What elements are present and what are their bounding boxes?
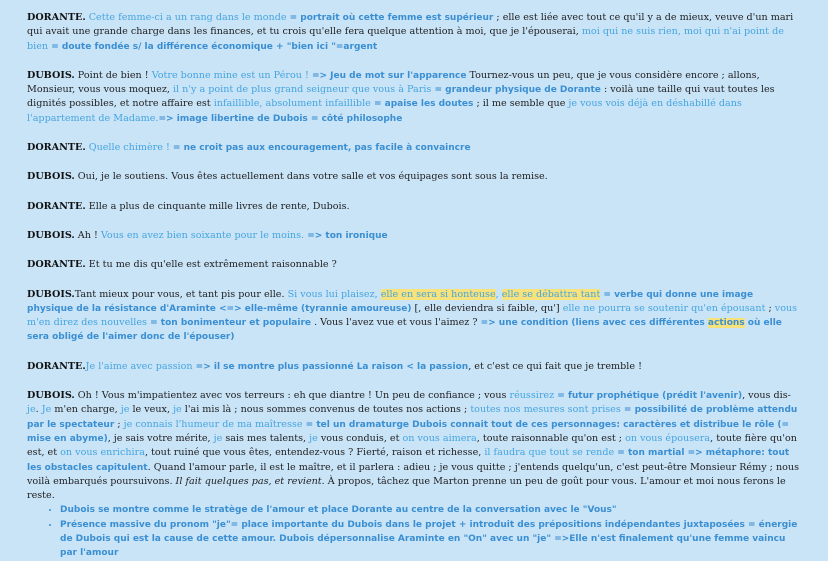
quoted-phrase: on vous aimera (402, 432, 477, 444)
text-segment: , je sais votre mérite, (107, 432, 214, 444)
speaker-name: DUBOIS. (27, 390, 75, 402)
text-segment: Oh ! Vous m'impatientez avec vos terreurs : eh que diantre ! Un peu de confiance ; vous (74, 390, 510, 402)
annotation-note: => une condition (liens avec ces différentes (480, 318, 708, 329)
text-segment: , toute raisonnable qu'on est ; (476, 432, 626, 444)
text-segment: Tournez-vous un peu, que je vous considère encore ; allons, Monsieur, vous vous moquez, (27, 69, 760, 96)
text-segment: Oui, je le soutiens. Vous êtes actuellement dans votre salle et vos équipages sont sous la remise. (74, 171, 548, 183)
annotation-note: = possibilité de problème attendu par le spectateur (27, 405, 798, 430)
speaker-name: DORANTE. (27, 12, 86, 23)
text-segment: Et tu me dis qu'elle est extrêmement raisonnable ? (85, 259, 337, 271)
quoted-phrase: je vous vois déjà en déshabillé dans l'appartement de Madame. (27, 98, 742, 124)
paragraph-dorante-2 (27, 141, 802, 155)
text-segment: [, elle deviendra si faible, qu'] (411, 302, 563, 314)
analysis-bullet-list (27, 503, 802, 560)
text-segment: . Quand l'amour parle, il est le maître, et il parlera : adieu ; je vous quitte ; j'entends quelqu'un, c'est peut-être Monsieur Rémy ; nous voilà embarqués poursuivons. (27, 461, 800, 487)
annotation-note: où elle sera obligé de l'aimer donc de l'épouser) (27, 318, 782, 343)
annotation-note: => ton ironique (304, 230, 388, 241)
quoted-phrase: , (495, 288, 502, 300)
paragraph-dubois-1 (27, 69, 802, 126)
annotation-note: => il se montre plus passionné La raison < la passion (192, 361, 469, 372)
text-segment: Point de bien ! (74, 69, 152, 81)
quoted-phrase: infaillible, absolument infaillible (213, 98, 371, 110)
text-segment: l'ai mis là ; nous sommes convenus de toutes nos actions ; (181, 404, 471, 416)
quoted-phrase: réussirez (509, 390, 555, 402)
speaker-name: DUBOIS. (27, 229, 75, 241)
text-segment: Elle a plus de cinquante mille livres de rente, Dubois. (85, 200, 350, 212)
paragraph-dorante-5 (27, 360, 802, 374)
quoted-phrase: Vous en avez bien soixante pour le moins. (100, 229, 305, 241)
analysis-bullet: • Présence massive du pronom "je"= place importante du Dubois dans le projet + introduit des prépositions indépendantes juxtaposées = énergie de Dubois qui est la cause de cette amour. Dubois dépersonnalise Araminte en "On" avec un "je" =>Elle n'est finalement qu'une femme vaincu par l'amour (60, 518, 802, 561)
text-segment: sais mes talents, (222, 432, 310, 444)
text-segment: Tant mieux pour vous, et tant pis pour elle. (74, 288, 288, 300)
annotation-note: = ne croit pas aux encouragement, pas facile à convaincre (172, 143, 471, 154)
text-segment: m'en charge, (51, 404, 121, 416)
quoted-phrase: Si vous lui plaisez, (287, 288, 381, 300)
speaker-name: DORANTE. (27, 259, 86, 271)
quoted-phrase: vous m'en direz des nouvelles (27, 302, 798, 329)
quoted-phrase: Je l'aime avec passion (85, 360, 193, 372)
paragraph-dubois-4 (27, 288, 802, 345)
text-segment: , vous dis- (742, 390, 791, 402)
annotation-note: => image libertine de Dubois = côté philosophe (158, 113, 403, 124)
text-segment: ; elle est liée avec tout ce qu'il y a de mieux, veuve d'un mari qui avait une grande charge dans les finances, et tu crois qu'elle fera quelque attention à moi, que je l'épouserai, (27, 12, 794, 38)
quoted-phrase: elle ne pourra se soutenir qu'en épousant (562, 302, 766, 314)
quoted-phrase: Cette femme-ci a un rang dans le monde (85, 12, 290, 23)
paragraph-dubois-5 (27, 389, 802, 503)
speaker-name: DORANTE. (27, 200, 86, 212)
speaker-name: DUBOIS. (27, 171, 75, 183)
text-segment: . Vous l'avez vue et vous l'aimez ? (311, 317, 481, 329)
annotation-note: = doute fondée s/ la différence économique + "bien ici "=argent (48, 41, 378, 52)
speaker-name: DUBOIS. (27, 69, 75, 81)
text-segment: À propos, tâchez que Marton prenne un peu de goût pour vous. L'amour et moi nous ferons le reste. (27, 475, 786, 502)
quoted-phrase: toutes nos mesures sont prises (470, 404, 621, 416)
paragraph-dubois-2 (27, 170, 802, 184)
speaker-name: DORANTE. (27, 142, 86, 154)
text-segment: : voilà une taille qui vaut toutes les dignités possibles, et notre affaire est (27, 84, 775, 110)
quoted-phrase: Votre bonne mine est un Pérou ! (151, 69, 309, 81)
paragraph-dorante-3 (27, 200, 802, 214)
annotation-note: = portrait où cette femme est supérieur (289, 13, 494, 23)
annotation-note: = verbe qui donne une image physique de la résistance d'Araminte <=> elle-même (tyrannie amoureuse) (27, 289, 754, 314)
highlighted-quote: elle se débattra tant (501, 288, 601, 300)
highlighted-quote: actions (707, 318, 745, 329)
stage-direction: Il fait quelques pas, et revient. (175, 475, 325, 487)
quoted-phrase: je connais l'humeur de ma maîtresse (123, 418, 303, 430)
text-segment: Ah ! (74, 229, 101, 241)
highlighted-quote: elle en sera si honteuse (380, 288, 496, 300)
paragraph-dorante-4 (27, 258, 802, 272)
quoted-phrase: on vous épousera (625, 432, 711, 444)
annotation-note: = grandeur physique de Dorante (431, 85, 601, 96)
annotation-note: = ton bonimenteur et populaire (146, 318, 312, 329)
quoted-phrase: je (27, 404, 36, 416)
quoted-phrase: Quelle chimère ! (85, 142, 173, 154)
paragraph-dubois-3 (27, 229, 802, 243)
paragraph-dorante-1 (27, 11, 802, 54)
annotation-note: = futur prophétique (prédit l'avenir) (554, 391, 743, 402)
quoted-phrase: je (120, 404, 130, 416)
quoted-phrase: moi qui ne suis rien, moi qui n'ai point de bien (27, 26, 784, 52)
quoted-phrase: Je (41, 404, 52, 416)
text-segment: . (35, 404, 42, 416)
quoted-phrase: il n'y a point de plus grand seigneur que vous à Paris (172, 84, 432, 96)
quoted-phrase: on vous enrichira (60, 447, 145, 459)
speaker-name: DORANTE. (27, 360, 86, 372)
text-segment: ; (765, 302, 775, 314)
speaker-name: DUBOIS. (27, 288, 75, 300)
text-segment: ; il me semble que (473, 98, 569, 110)
text-segment: , toute fière qu'on est, et (27, 432, 797, 459)
annotation-note: => Jeu de mot sur l'apparence (308, 70, 467, 81)
analysis-bullet: • Dubois se montre comme le stratège de l'amour et place Dorante au centre de la conversation avec le "Vous" (60, 503, 802, 517)
text-segment: , et c'est ce qui fait que je tremble ! (468, 360, 642, 372)
text-segment: vous conduis, et (317, 432, 403, 444)
quoted-phrase: je (213, 432, 223, 444)
text-segment: le veux, (129, 404, 174, 416)
quoted-phrase: il faudra que tout se rende (484, 447, 615, 459)
annotation-note: = apaise les doutes (370, 99, 474, 110)
annotation-note: = tel un dramaturge Dubois connait tout de ces personnages: caractères et distribue le rôle (= mise en abyme) (27, 419, 790, 444)
text-segment: , tout ruiné que vous êtes, entendez-vous ? Fierté, raison et richesse, (144, 447, 485, 459)
quoted-phrase: je (173, 404, 182, 416)
annotation-note: = ton martial => métaphore: tout les obstacles capitulent (27, 448, 790, 473)
quoted-phrase: je (309, 432, 318, 444)
text-segment: ; (114, 418, 124, 430)
